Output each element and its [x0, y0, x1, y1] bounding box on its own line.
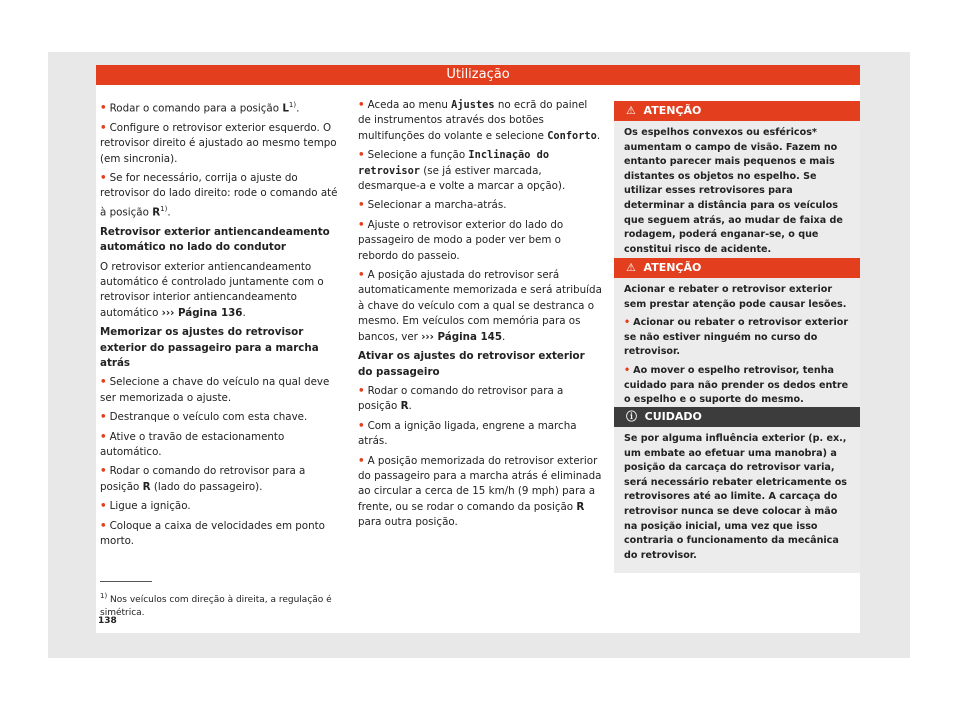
step-item: • A posição memorizada do retrovisor exterior do passageiro para a marcha atrás é eliminada ao circular a cerca de 15 km/h (9 mph) para a frente, ou se rodar o comando da posição R para outra posição.	[358, 454, 602, 529]
info-circle-icon: ⓘ	[626, 410, 637, 423]
paragraph: O retrovisor exterior antiencandeamento automático é controlado juntamente com o retrovisor interior antiencandeamento automático ››› Página 136.	[100, 260, 324, 319]
step-item: • Configure o retrovisor exterior esquerdo. O retrovisor direito é ajustado ao mesmo tempo (em sincronia).	[100, 121, 337, 165]
footnote-divider	[100, 581, 152, 582]
caution-item: Se por alguma influência exterior (p. ex., um embate ao efetuar uma manobra) a posição da carcaça do retrovisor varia, será necessário rebater eletricamente os retrovisores até ao limite. A carcaça do retrovisor nunca se deve colocar à mão na posição inicial, uma vez que isso contraria o funcionamento da mecânica do retrovisor.	[624, 433, 848, 561]
step-item: • Coloque a caixa de velocidades em ponto morto.	[100, 519, 325, 547]
step-item: • Rodar o comando para a posição $L^{1)}$.	[100, 101, 300, 115]
warning-text: Os espelhos convexos ou esféricos* aumentam o campo de visão. Fazem no entanto parecer mais pequenos e mais distantes os objetos no espelho. Se utilizar esses retrovisores para determinar a distância para os veículos que seguem atrás, ao mudar de faixa de rodagem, poderá enganar-se, o que constitui risco de acidente.	[624, 127, 843, 255]
section-header: Utilização	[96, 65, 860, 85]
page-number: 138	[98, 616, 117, 626]
page-link[interactable]: ››› Página 136	[161, 306, 243, 319]
page-link[interactable]: ››› Página 145	[421, 330, 502, 343]
step-item: • Rodar o comando do retrovisor para a posição R (lado do passageiro).	[100, 465, 306, 493]
step-item: • Selecione a função Inclinação do retrovisor (se já estiver marcada, desmarque-a e volte a marcar a opção).	[358, 149, 566, 193]
step-item: • Aceda ao menu Ajustes no ecrã do painel de instrumentos através dos botões multifunções do volante e selecione Conforto.	[358, 99, 601, 142]
section-heading: Memorizar os ajustes do retrovisor exterior do passageiro para a marcha atrás	[100, 326, 319, 369]
step-item: • Destranque o veículo com esta chave.	[100, 411, 308, 424]
step-item: • Ligue a ignição.	[100, 500, 191, 513]
step-item: • A posição ajustada do retrovisor será automaticamente memorizada e será atribuída à chave do veículo com a qual se destranca o mesmo. Em veículos com memória para os bancos, ver ››› Página 145.	[358, 269, 602, 343]
step-item: • Ative o travão de estacionamento automático.	[100, 430, 285, 458]
warning-item: • Acionar ou rebater o retrovisor exterior se não estiver ninguém no curso do retrovisor.	[624, 317, 849, 358]
column-left	[100, 98, 342, 553]
warning-triangle-icon: ⚠	[626, 261, 636, 274]
warning-box	[614, 258, 860, 418]
warning-header: ⚠ ATENÇÃO	[614, 258, 860, 278]
caution-box	[614, 407, 860, 573]
section-heading: Ativar os ajustes do retrovisor exterior do passageiro	[358, 350, 585, 378]
step-item: • Selecionar a marcha-atrás.	[358, 199, 507, 212]
step-item: • Ajuste o retrovisor exterior do lado do passageiro de modo a poder ver bem o rebordo do passeio.	[358, 218, 564, 262]
section-heading: Retrovisor exterior antiencandeamento automático no lado do condutor	[100, 225, 330, 254]
warning-triangle-icon: ⚠	[626, 104, 636, 117]
step-item: • Com a ignição ligada, engrene a marcha atrás.	[358, 419, 577, 448]
warning-box	[614, 101, 860, 267]
warning-item: • Ao mover o espelho retrovisor, tenha cuidado para não prender os dedos entre o espelho e o suporte do mesmo.	[624, 364, 849, 406]
caution-header: ⓘ CUIDADO	[614, 407, 860, 427]
step-item: • Se for necessário, corrija o ajuste do retrovisor do lado direito: rode o comando até à posição $R^{1)}$.	[100, 172, 338, 219]
warning-header: ⚠ ATENÇÃO	[614, 101, 860, 121]
warning-text: Acionar e rebater o retrovisor exterior sem prestar atenção pode causar lesões.	[624, 284, 847, 310]
column-middle	[358, 98, 602, 535]
footnote: $^{1)}$ Nos veículos com direção à direita, a regulação é simétrica.	[100, 592, 332, 618]
step-item: • Selecione a chave do veículo na qual deve ser memorizada o ajuste.	[100, 376, 330, 404]
step-item: • Rodar o comando do retrovisor para a posição R.	[358, 384, 564, 413]
